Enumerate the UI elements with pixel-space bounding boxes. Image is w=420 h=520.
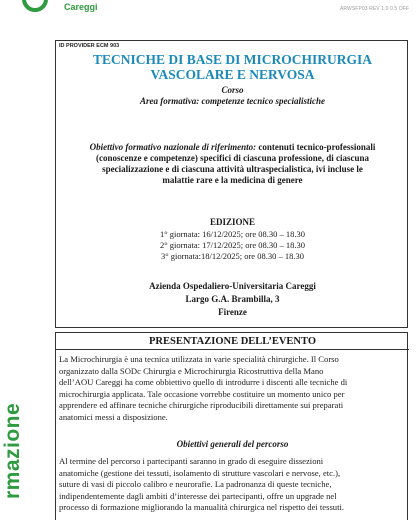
objective-line: (conoscenze e competenze) specifici di ciascuna professione, di ciascuna: [95, 153, 370, 163]
objectives-line: Al termine del percorso i partecipanti saranno in grado di eseguire dissezioni: [59, 456, 324, 466]
objective-line: contenuti tecnico-professionali: [258, 142, 376, 152]
venue-name: Azienda Ospedaliero-Universitaria Careggi: [149, 281, 316, 291]
side-banner-text: rmazione: [1, 402, 24, 499]
course-title-line-1: TECNICHE DI BASE DI MICROCHIRURGIA: [92, 52, 373, 67]
heading-divider: [56, 349, 409, 350]
presentation-paragraph: [59, 354, 406, 424]
edition-day-3: 3° giornata:18/12/2025; ore 08.30 – 18.30: [161, 251, 304, 261]
objectives-line: indipendentemente dagli ambiti d’interesse dei partecipanti, offre un upgrade nel: [59, 490, 337, 501]
paragraph-line: dell’AOU Careggi ha come obbiettivo quello di introdurre i discenti alle tecniche di: [59, 377, 348, 388]
edition-day-2: 2° giornata: 17/12/2025; ore 08.30 – 18.30: [159, 240, 306, 250]
objectives-heading: Obiettivi generali del percorso: [176, 439, 289, 449]
side-banner: [0, 330, 24, 520]
presentation-box: [55, 332, 408, 520]
objective-line: malattie rare e la medicina di genere: [162, 175, 303, 185]
careggi-logo-icon: [22, 0, 48, 12]
objectives-line: suture di vasi di piccolo calibro e neurorafie. La padronanza di queste tecniche,: [59, 479, 332, 490]
objectives-line: processo di formazione migliorando la manualità chirurgica nel rispetto dei tessuti.: [59, 502, 345, 513]
venue-address: Largo G.A. Brambilla, 3: [185, 294, 280, 304]
paragraph-line: microchirurgia applicata. Tale occasione vorrebbe costituire un momento unico per: [59, 388, 345, 399]
provider-id: ID PROVIDER ECM 903: [59, 43, 120, 49]
document-code: ARWSFP03 REV 1.0 0.5 OFF: [340, 6, 409, 12]
course-title-line-2: VASCOLARE E NERVOSA: [150, 67, 315, 82]
venue-city: Firenze: [218, 307, 247, 317]
page-header: [0, 0, 420, 22]
course-type: Corso: [221, 85, 244, 95]
presentation-heading: PRESENTAZIONE DELL’EVENTO: [149, 336, 316, 347]
paragraph-line: anatomici messi a disposizione.: [59, 411, 168, 422]
course-info-box: [55, 40, 408, 328]
logo-text: Careggi: [64, 2, 98, 12]
edition-day-1: 1° giornata: 16/12/2025; ore 08.30 – 18.30: [159, 229, 306, 239]
course-area: Area formativa: competenze tecnico specialistiche: [140, 96, 325, 106]
paragraph-line: organizzato dalla SODc Chirurgia e Microchirurgia Ricostruttiva della Mano: [59, 365, 324, 376]
course-objective: [64, 142, 401, 186]
course-title: [56, 52, 409, 82]
objectives-line: anatomiche (gestione dei tessuti, isolamento di strutture vascolari e nervose, etc.),: [59, 467, 341, 478]
paragraph-line: apprendere ed affinare tecniche chirurgiche riproducibili direttamente sui preparati: [59, 400, 344, 411]
objective-line: specializzazione e di ciascuna attività ultraspecialistica, ivi incluse le: [102, 164, 363, 174]
edition-heading: EDIZIONE: [209, 217, 255, 227]
objectives-paragraph: [59, 456, 406, 514]
paragraph-line: La Microchirurgia è una tecnica utilizzata in varie specialità chirurgiche. Il Corso: [59, 354, 339, 364]
objective-label: Obiettivo formativo nazionale di riferimento:: [89, 142, 257, 152]
